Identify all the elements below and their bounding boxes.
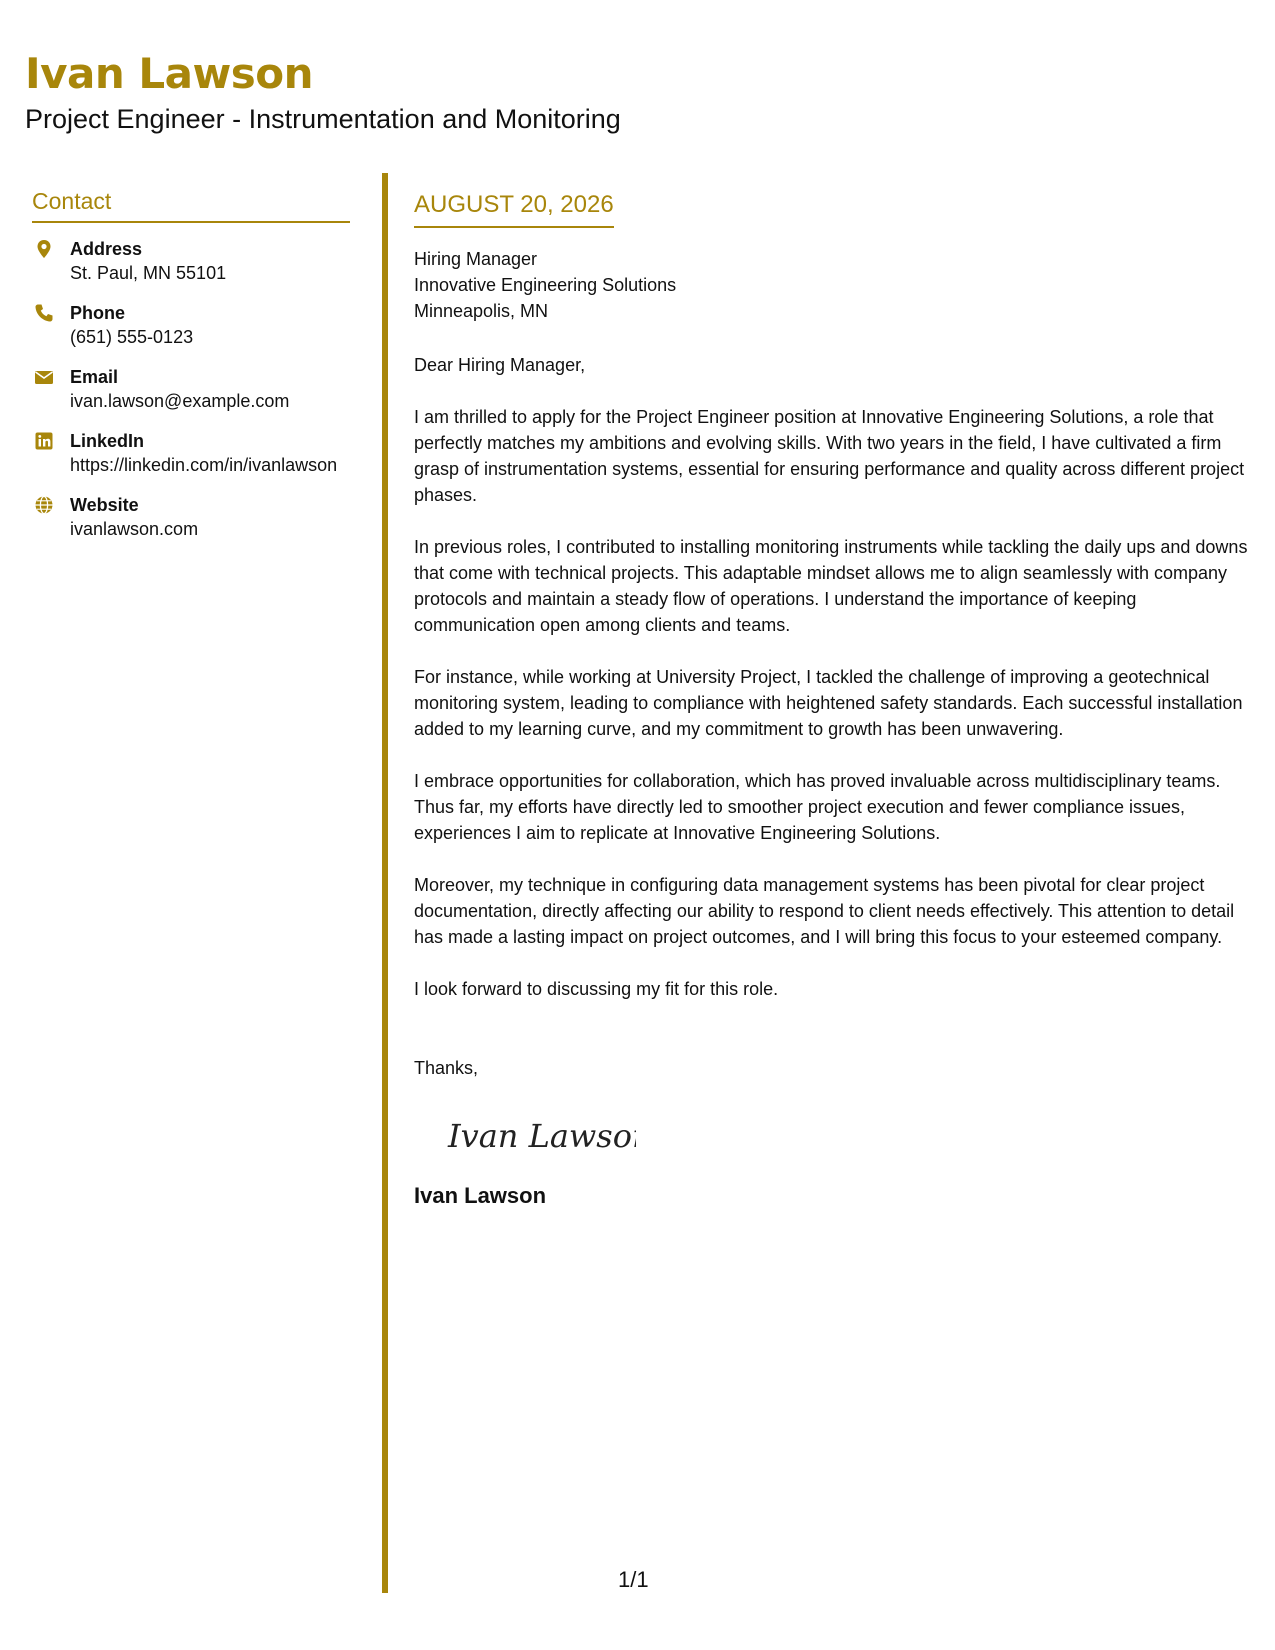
applicant-name: Ivan Lawson bbox=[25, 49, 314, 98]
date-block bbox=[414, 190, 614, 228]
body-paragraph: I am thrilled to apply for the Project Engineer position at Innovative Engineering Solutions, a role that perfectly matches my ambitions and evolving skills. With two years in the field, I have cultivated a firm grasp of instrumentation systems, essential for ensuring performance and quality across different project phases. bbox=[414, 407, 1245, 505]
recipient-block bbox=[414, 246, 1249, 324]
contact-sidebar bbox=[32, 188, 350, 557]
recipient-line: Minneapolis, MN bbox=[414, 301, 549, 321]
envelope-icon bbox=[34, 367, 54, 387]
letter-body bbox=[414, 190, 1249, 1209]
body-paragraph: I embrace opportunities for collaboration, which has proved invaluable across multidisciplinary teams. Thus far, my efforts have directly led to smoother project execution and fewer compliance issues, experiences I aim to replicate at Innovative Engineering Solutions. bbox=[414, 771, 1221, 843]
job-title: Project Engineer - Instrumentation and Monitoring bbox=[25, 104, 621, 134]
linkedin-icon bbox=[34, 431, 54, 451]
contact-label: Phone bbox=[70, 303, 126, 323]
contact-label: Email bbox=[70, 367, 119, 387]
body-paragraph: Moreover, my technique in configuring data management systems has been pivotal for clear project documentation, directly affecting our ability to respond to client needs effectively. This attention to detail has made a lasting impact on project outcomes, and I will bring this focus to your esteemed company. bbox=[414, 875, 1235, 947]
body-paragraph: In previous roles, I contributed to installing monitoring instruments while tackling the daily ups and downs that come with technical projects. This adaptable mindset allows me to align seamlessly with company protocols and maintain a steady flow of operations. I understand the importance of keeping communication open among clients and teams. bbox=[414, 537, 1248, 635]
recipient-line: Hiring Manager bbox=[414, 249, 538, 269]
contact-address bbox=[32, 237, 350, 286]
vertical-divider bbox=[382, 173, 388, 1593]
signer-name: Ivan Lawson bbox=[414, 1183, 547, 1208]
address-value: St. Paul, MN 55101 bbox=[70, 263, 227, 283]
letter-header bbox=[25, 48, 621, 136]
letter-date: AUGUST 20, 2026 bbox=[414, 191, 614, 218]
contact-label: Address bbox=[70, 239, 143, 259]
body-paragraph: For instance, while working at University Project, I tackled the challenge of improving a geotechnical monitoring system, leading to compliance with heightened safety standards. Each successful installation added to my learning curve, and my commitment to growth has been unwavering. bbox=[414, 667, 1243, 739]
recipient-line: Innovative Engineering Solutions bbox=[414, 275, 677, 295]
linkedin-value[interactable]: https://linkedin.com/in/ivanlawson bbox=[70, 455, 338, 475]
phone-icon bbox=[34, 303, 54, 323]
contact-list bbox=[32, 237, 350, 542]
contact-linkedin bbox=[32, 429, 350, 478]
contact-label: LinkedIn bbox=[70, 431, 145, 451]
contact-heading: Contact bbox=[32, 188, 350, 223]
contact-website bbox=[32, 493, 350, 542]
contact-phone bbox=[32, 301, 350, 350]
page-number: 1/1 bbox=[618, 1567, 649, 1592]
globe-icon bbox=[34, 495, 54, 515]
phone-value: (651) 555-0123 bbox=[70, 327, 194, 347]
website-value[interactable]: ivanlawson.com bbox=[70, 519, 199, 539]
signature-text: Ivan Lawson bbox=[448, 1117, 636, 1155]
email-value: ivan.lawson@example.com bbox=[70, 391, 290, 411]
greeting: Dear Hiring Manager, bbox=[414, 355, 586, 375]
map-pin-icon bbox=[34, 239, 54, 259]
contact-email bbox=[32, 365, 350, 414]
handwritten-signature bbox=[446, 1111, 1249, 1161]
closing-line: I look forward to discussing my fit for this role. bbox=[414, 979, 779, 999]
contact-label: Website bbox=[70, 495, 139, 515]
closing: Thanks, bbox=[414, 1058, 479, 1078]
